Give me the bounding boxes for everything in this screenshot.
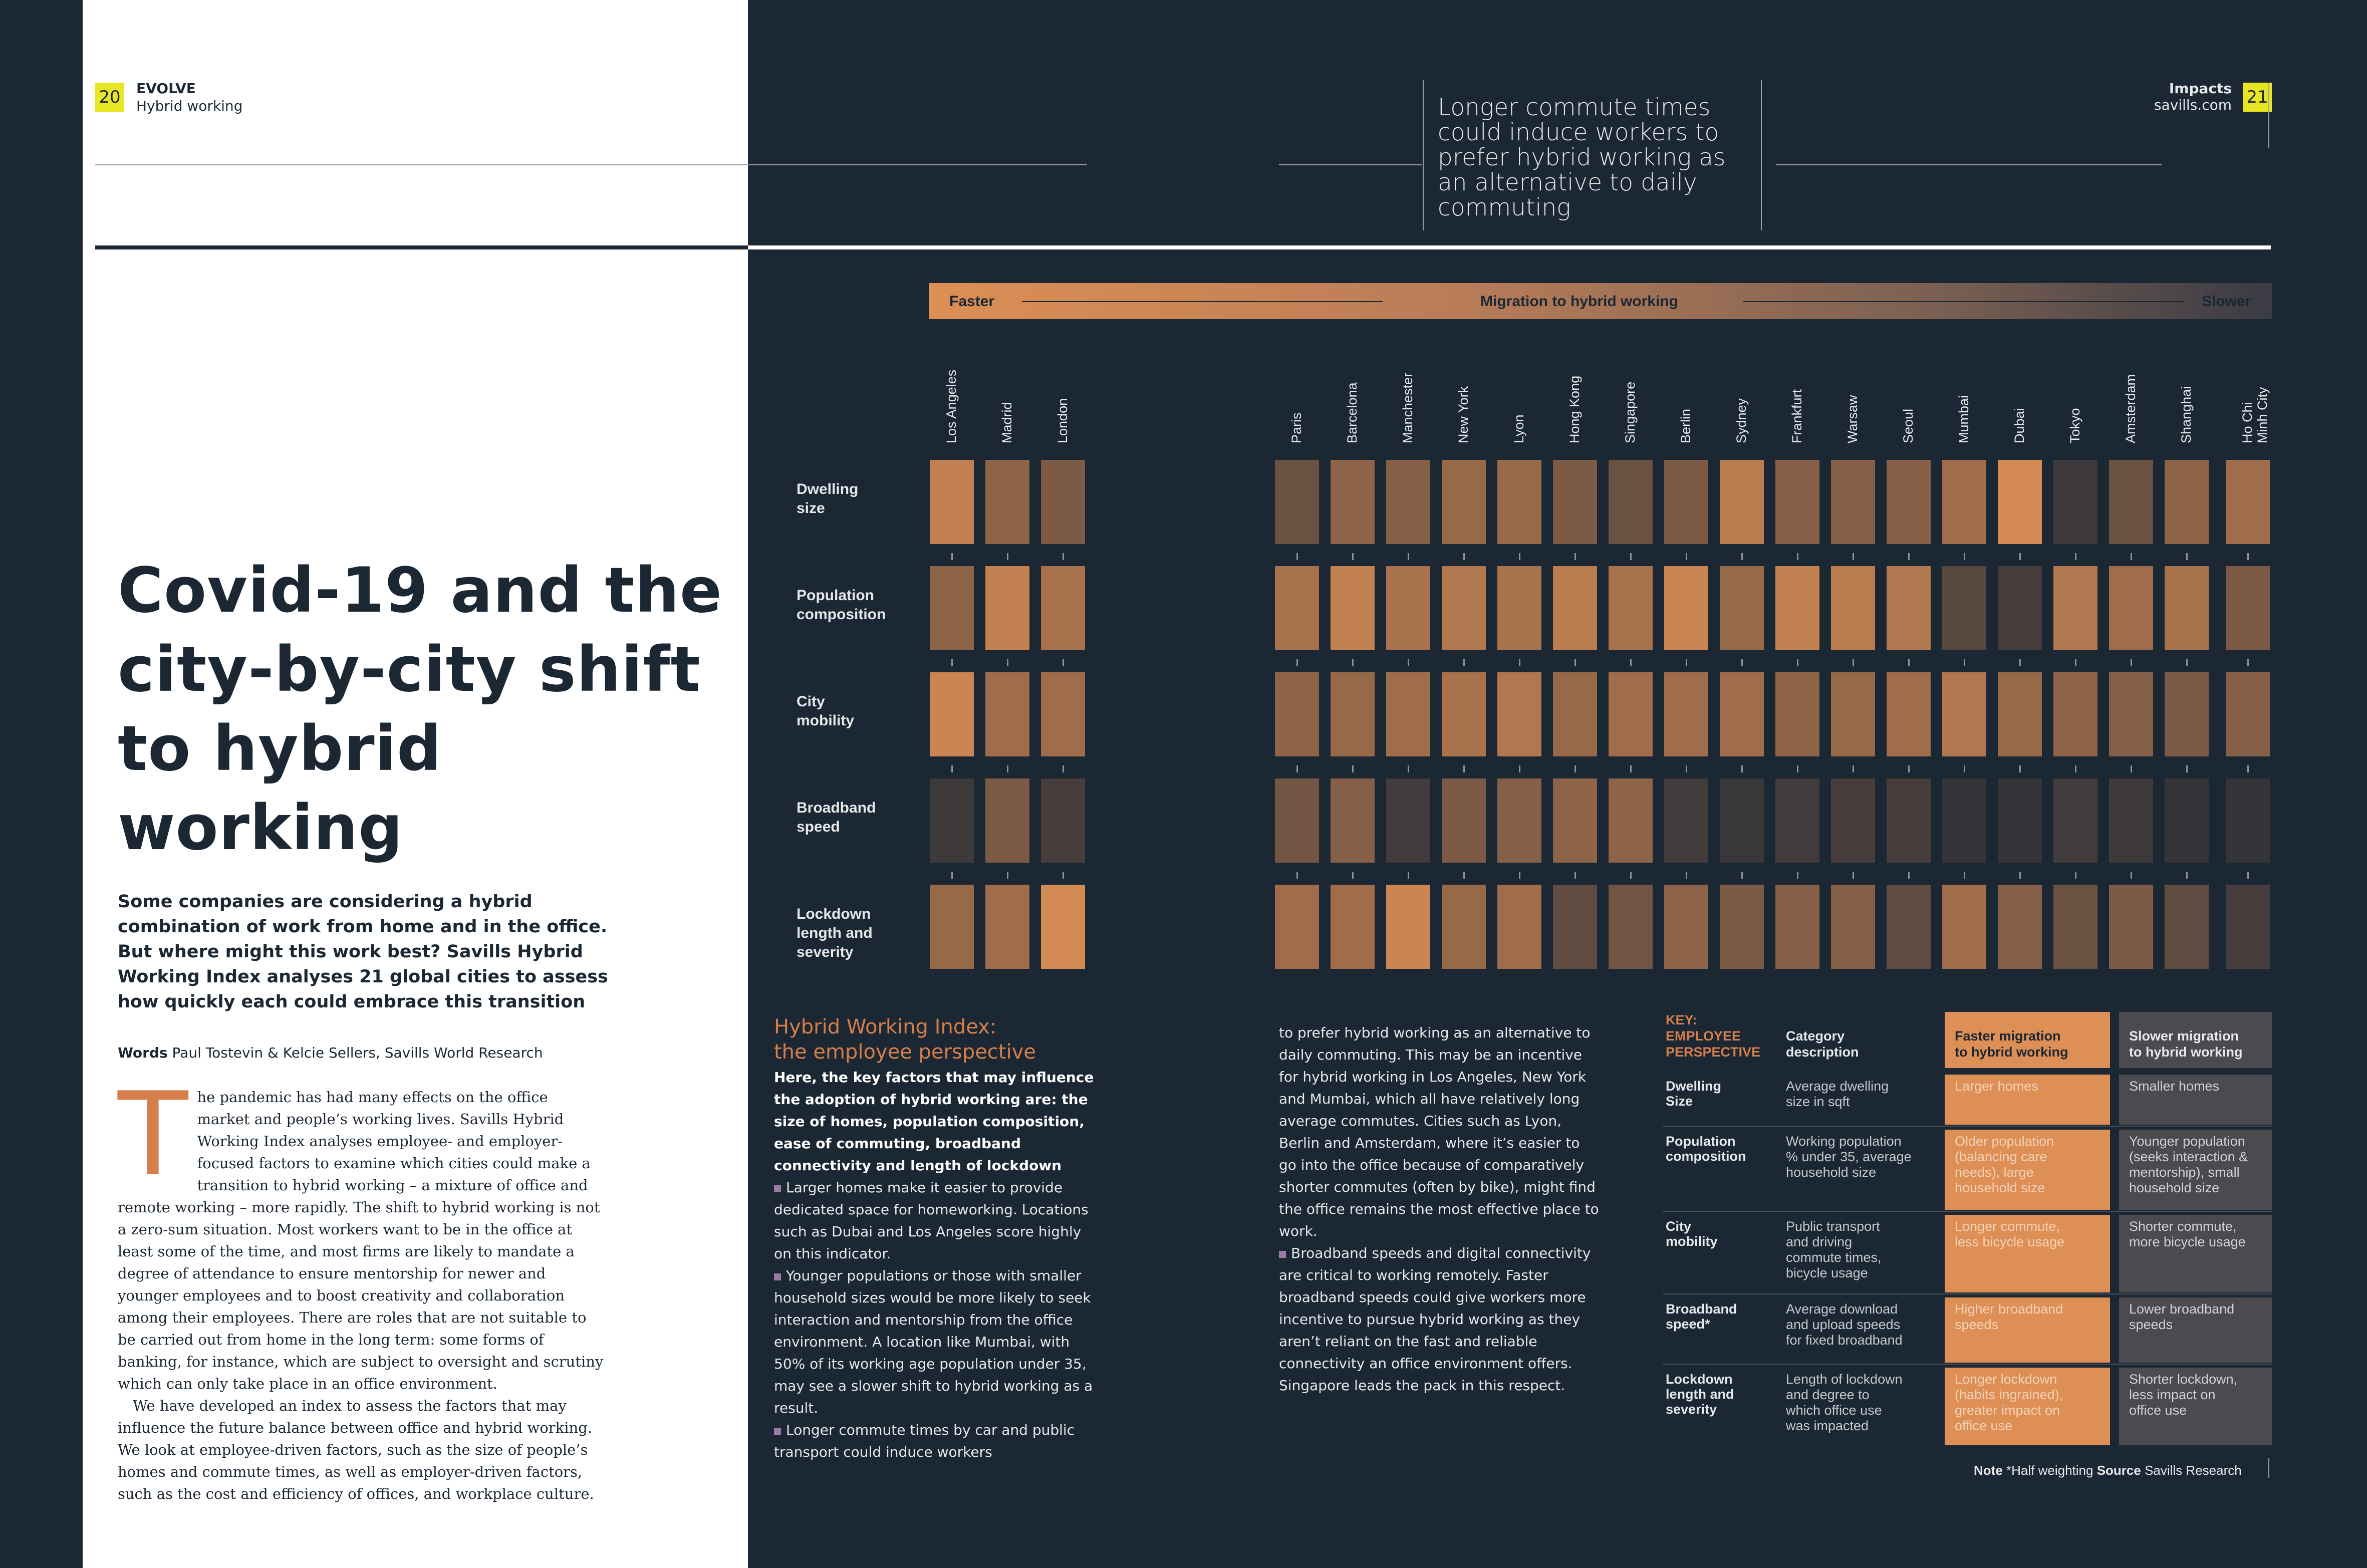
separator-tick — [1630, 872, 1632, 879]
heatmap-cell — [1041, 778, 1085, 863]
separator-tick — [1408, 659, 1409, 666]
right-page-number: 21 — [2243, 83, 2272, 112]
pull-quote-left-rule — [1423, 80, 1424, 230]
key-row-slower: Lower broadband speeds — [2119, 1297, 2272, 1363]
city-label: Berlin — [1678, 408, 1693, 443]
city-label: Barcelona — [1345, 382, 1360, 443]
heatmap-cell — [2109, 672, 2153, 756]
row-label: Dwelling size — [797, 481, 859, 516]
heatmap-cell — [2165, 885, 2209, 969]
separator-tick — [2186, 765, 2188, 772]
bullet-icon — [1279, 1251, 1286, 1258]
heatmap-cell — [2109, 460, 2153, 544]
heatmap-cell — [2109, 566, 2153, 650]
city-label: Tokyo — [2067, 408, 2082, 443]
separator-tick — [1797, 659, 1798, 666]
separator-tick — [2131, 659, 2132, 666]
right-section-name: Impacts — [2169, 80, 2232, 97]
city-label: Madrid — [999, 402, 1014, 443]
key-header-key: KEY: EMPLOYEE PERSPECTIVE — [1666, 1012, 1761, 1060]
city-label: Shanghai — [2179, 386, 2194, 443]
bullet-icon — [774, 1428, 781, 1435]
hwi-bullet-1-text: Larger homes make it easier to provide dedicated space for homeworking. Locations such as Dubai and Los Angeles score highly on this indicator. — [774, 1179, 1089, 1262]
heatmap-cell — [1553, 778, 1597, 863]
heatmap-cell — [1331, 778, 1375, 863]
separator-tick — [1519, 553, 1520, 560]
heatmap-cell — [2165, 566, 2209, 650]
separator-tick — [1853, 872, 1854, 879]
right-section — [2154, 80, 2232, 113]
separator-tick — [1741, 553, 1743, 560]
body-paragraph-1 — [118, 1068, 604, 1395]
heatmap-cell — [1497, 566, 1541, 650]
key-header-fast: Faster migration to hybrid working — [1945, 1012, 2110, 1068]
heatmap-cell — [1442, 672, 1486, 756]
heatmap-cell — [1609, 778, 1653, 863]
separator-tick — [1741, 659, 1743, 666]
pull-quote: Longer commute times could induce workers to prefer hybrid working as an alternative to daily commuting — [1438, 94, 1726, 221]
city-label: Seoul — [1901, 408, 1916, 443]
city-label: London — [1055, 398, 1070, 443]
dropcap: T — [118, 1068, 188, 1202]
separator-tick — [1007, 659, 1008, 666]
heatmap-cell — [1442, 885, 1486, 969]
separator-tick — [2019, 659, 2021, 666]
source-rule — [2268, 1458, 2269, 1478]
heatmap-cell — [1775, 778, 1819, 863]
separator-tick — [1352, 659, 1354, 666]
city-label: Los Angeles — [944, 369, 959, 443]
heatmap-cell — [2226, 566, 2270, 650]
separator-tick — [1296, 659, 1298, 666]
separator-tick — [1463, 659, 1465, 666]
heatmap-cell — [1775, 566, 1819, 650]
heatmap-cell — [1664, 460, 1708, 544]
heatmap-cell — [1609, 885, 1653, 969]
standfirst: Some companies are considering a hybrid combination of work from home and in the office. But where might this work best? Savills Hybrid Working Index analyses 21 global cities to assess how quickly each could embrace this transition — [118, 892, 608, 1012]
row-label: Population composition — [797, 587, 886, 623]
source-label: Source — [2096, 1463, 2141, 1478]
body-paragraph-1-text: he pandemic has had many effects on the office market and people’s working lives. Savills Hybrid Working Index analyses employee- and employer-focused factors to examine which cities could make a transition to hybrid working – a mixture of office and remote working – more rapidly. The shift to hybrid working is not a zero-sum situation. Most workers want to be in the office at least some of the time, and most firms are likely to mandate a degree of attendance to ensure mentorship for newer and younger employees and to boost creativity and collaboration among their employees. There are roles that are not suitable to be carried out from home in the long term: some forms of banking, for instance, which are subject to oversight and scrutiny which can only take place in an office environment. — [118, 1089, 604, 1392]
key-row-description: Average download and upload speeds for fixed broadband — [1786, 1301, 1903, 1348]
key-row-description: Length of lockdown and degree to which office use was impacted — [1786, 1372, 1903, 1433]
heatmap-cell — [1275, 566, 1319, 650]
separator-tick — [2247, 872, 2249, 879]
key-row-label: City mobility — [1666, 1219, 1718, 1249]
separator-tick — [1908, 872, 1910, 879]
separator-tick — [2019, 765, 2021, 772]
heatmap-cell — [1664, 885, 1708, 969]
row-label: Lockdown length and severity — [797, 906, 873, 960]
heatmap-cell — [1942, 460, 1986, 544]
heatmap-cell — [1775, 885, 1819, 969]
heatmap-cell — [2226, 672, 2270, 756]
separator-tick — [951, 659, 953, 666]
pull-quote-right-rule — [1761, 80, 1762, 230]
separator-tick — [1463, 765, 1465, 772]
hwi-bullet-4-text: Broadband speeds and digital connectivity are critical to working remotely. Faster broadband speeds could give workers more incentive to pursue hybrid working as they aren’t reliant on the fast and reliable connectivity an office environment offers. Singapore leads the pack in this respect. — [1279, 1245, 1591, 1394]
right-thick-rule — [748, 245, 2271, 249]
heatmap-cell — [1998, 672, 2042, 756]
separator-tick — [1296, 765, 1298, 772]
separator-tick — [1853, 553, 1854, 560]
key-row-description: Working population % under 35, average household size — [1786, 1134, 1912, 1180]
heatmap-cell — [1831, 885, 1875, 969]
separator-tick — [2247, 553, 2249, 560]
hwi-bullet-2 — [774, 1265, 1095, 1419]
separator-tick — [2075, 659, 2076, 666]
heatmap-cell — [1887, 778, 1931, 863]
heatmap-cell — [1386, 672, 1430, 756]
heatmap-cell — [985, 885, 1029, 969]
hwi-bullet-3-continued: to prefer hybrid working as an alternative to daily commuting. This may be an incentive for hybrid working in Los Angeles, New York and Mumbai, which all have relatively long average commutes. Cities such as Lyon, Berlin and Amsterdam, where it’s easier to go into the office because of comparatively shorter commutes (often by bike), might find the office remains the most effective place to work. — [1279, 1024, 1599, 1239]
key-row-slower: Younger population (seeks interaction & mentorship), small household size — [2119, 1130, 2272, 1210]
separator-tick — [1741, 765, 1743, 772]
migration-scale-bar — [929, 283, 2272, 319]
separator-tick — [1908, 765, 1910, 772]
heatmap-cell — [1386, 566, 1430, 650]
separator-tick — [1463, 553, 1465, 560]
right-section-site: savills.com — [2154, 97, 2232, 113]
separator-tick — [951, 872, 953, 879]
city-label: New York — [1456, 386, 1471, 443]
city-label: Frankfurt — [1789, 389, 1804, 443]
city-label: Sydney — [1734, 398, 1749, 443]
heatmap-cell — [985, 566, 1029, 650]
hwi-column — [774, 1014, 1095, 1463]
separator-tick — [2186, 553, 2188, 560]
key-row-slower: Shorter commute, more bicycle usage — [2119, 1215, 2272, 1292]
separator-tick — [1686, 659, 1687, 666]
heatmap-cell — [1553, 566, 1597, 650]
heatmap-cell — [1720, 566, 1764, 650]
chart-note — [1974, 1463, 2242, 1478]
heatmap-cell — [985, 460, 1029, 544]
heatmap-cell — [1998, 566, 2042, 650]
heatmap-cell — [930, 778, 974, 863]
separator-tick — [1574, 659, 1576, 666]
hwi-bullet-3 — [774, 1419, 1095, 1463]
heatmap-cell — [2226, 885, 2270, 969]
heatmap-cell — [1386, 460, 1430, 544]
heatmap-cell — [1664, 672, 1708, 756]
separator-tick — [2131, 765, 2132, 772]
heatmap-cell — [1831, 778, 1875, 863]
hwi-bullet-3-text: Longer commute times by car and public transport could induce workers — [774, 1422, 1075, 1460]
separator-tick — [2019, 872, 2021, 879]
headline: Covid-19 and the city-by-city shift to hybrid working — [118, 555, 723, 864]
hwi-bullet-1 — [774, 1177, 1095, 1265]
heatmap-cell — [1442, 566, 1486, 650]
city-label: Paris — [1289, 412, 1304, 443]
key-row-description: Public transport and driving commute times, bicycle usage — [1786, 1219, 1882, 1280]
separator-tick — [1797, 872, 1798, 879]
note-text: *Half weighting — [2006, 1463, 2093, 1478]
heatmap-cell — [1887, 566, 1931, 650]
heatmap-cell — [1998, 778, 2042, 863]
byline-authors: Paul Tostevin & Kelcie Sellers, Savills World Research — [172, 1044, 543, 1061]
heatmap-cell — [1041, 566, 1085, 650]
separator-tick — [1352, 765, 1354, 772]
heatmap-cell — [2053, 566, 2097, 650]
key-row-separator — [1663, 1364, 2272, 1365]
heatmap-cell — [1720, 885, 1764, 969]
byline-label: Words — [118, 1044, 168, 1061]
separator-tick — [1574, 765, 1576, 772]
heatmap-cell — [2226, 460, 2270, 544]
heatmap-cell — [1664, 778, 1708, 863]
heatmap-cell — [1041, 885, 1085, 969]
heatmap-cell — [2165, 778, 2209, 863]
separator-tick — [1630, 765, 1632, 772]
separator-tick — [1686, 765, 1687, 772]
migration-center-label: Migration to hybrid working — [1480, 293, 1678, 310]
separator-tick — [1908, 553, 1910, 560]
hwi-bullet-2-text: Younger populations or those with smaller household sizes would be more likely to seek interaction and mentorship from the office environment. A location like Mumbai, with 50% of its working age population under 35, may see a slower shift to hybrid working as a result. — [774, 1267, 1093, 1416]
separator-tick — [1964, 659, 1965, 666]
heatmap-cell — [1041, 460, 1085, 544]
left-header-rule — [95, 164, 1087, 165]
hwi-title-line-2: the employee perspective — [774, 1040, 1036, 1064]
left-section-name: EVOLVE — [136, 80, 196, 97]
separator-tick — [1063, 765, 1064, 772]
migration-faster-label: Faster — [949, 293, 995, 310]
bullet-icon — [774, 1185, 781, 1192]
heatmap-cell — [1609, 460, 1653, 544]
heatmap-cell — [1275, 778, 1319, 863]
separator-tick — [1296, 553, 1298, 560]
separator-tick — [2075, 553, 2076, 560]
separator-tick — [1964, 553, 1965, 560]
separator-tick — [1408, 553, 1409, 560]
separator-tick — [2247, 659, 2249, 666]
city-label: Singapore — [1623, 381, 1638, 443]
heatmap-cell — [1331, 566, 1375, 650]
key-row-label: Lockdown length and severity — [1666, 1372, 1734, 1417]
separator-tick — [1007, 872, 1008, 879]
heatmap-cell — [1386, 778, 1430, 863]
key-row-slower: Smaller homes — [2119, 1075, 2272, 1125]
heatmap-cell — [1887, 460, 1931, 544]
key-row-label: Dwelling Size — [1666, 1079, 1722, 1109]
heatmap-cell — [930, 460, 974, 544]
heatmap-cell — [1887, 885, 1931, 969]
byline — [118, 1044, 543, 1061]
key-header-category: Category description — [1786, 1028, 1859, 1060]
body-paragraph-2: We have developed an index to assess the factors that may influence the future balance between office and hybrid working. We look at employee-driven factors, such as the size of people’s homes and commute times, as well as employer-driven factors, such as the cost and efficiency of offices, and workplace culture. — [118, 1397, 594, 1502]
separator-tick — [1063, 659, 1064, 666]
key-row-faster: Higher broadband speeds — [1945, 1297, 2110, 1363]
city-label: Ho Chi Minh City — [2240, 387, 2270, 443]
separator-tick — [2186, 659, 2188, 666]
key-row-separator — [1663, 1293, 2272, 1294]
separator-tick — [1686, 872, 1687, 879]
separator-tick — [1686, 553, 1687, 560]
heatmap-cell — [2053, 672, 2097, 756]
separator-tick — [2131, 872, 2132, 879]
heatmap-cell — [2226, 778, 2270, 863]
heatmap-cell — [1998, 885, 2042, 969]
separator-tick — [1853, 765, 1854, 772]
heatmap-cell — [2053, 778, 2097, 863]
separator-tick — [2247, 765, 2249, 772]
heatmap-cell — [1275, 672, 1319, 756]
separator-tick — [1007, 765, 1008, 772]
heatmap-cell — [1331, 885, 1375, 969]
migration-slower-label: Slower — [2202, 293, 2251, 310]
heatmap-cell — [1720, 778, 1764, 863]
row-label: City mobility — [797, 693, 855, 729]
note-label: Note — [1974, 1463, 2003, 1478]
city-label: Warsaw — [1845, 395, 1860, 443]
separator-tick — [951, 765, 953, 772]
separator-tick — [2019, 553, 2021, 560]
heatmap-cell — [1442, 460, 1486, 544]
separator-tick — [1463, 872, 1465, 879]
city-label: Manchester — [1400, 372, 1415, 443]
heatmap-cell — [1609, 566, 1653, 650]
separator-tick — [1574, 553, 1576, 560]
heatmap-cell — [1775, 460, 1819, 544]
key-row-faster: Larger homes — [1945, 1075, 2110, 1125]
heatmap-cell — [1775, 672, 1819, 756]
migration-line-right — [1743, 301, 2184, 302]
heatmap-cell — [1831, 672, 1875, 756]
separator-tick — [1296, 872, 1298, 879]
separator-tick — [1352, 553, 1354, 560]
left-section-subtitle: Hybrid working — [136, 98, 243, 114]
heatmap-cell — [1942, 885, 1986, 969]
heatmap-cell — [2053, 460, 2097, 544]
heatmap-cell — [2165, 460, 2209, 544]
separator-tick — [1063, 872, 1064, 879]
separator-tick — [1408, 765, 1409, 772]
heatmap-cell — [1275, 885, 1319, 969]
separator-tick — [1964, 765, 1965, 772]
key-row-faster: Longer commute, less bicycle usage — [1945, 1215, 2110, 1292]
separator-tick — [1519, 659, 1520, 666]
separator-tick — [1519, 765, 1520, 772]
heatmap-cell — [930, 885, 974, 969]
separator-tick — [1630, 553, 1632, 560]
heatmap-cell — [1831, 566, 1875, 650]
separator-tick — [2131, 553, 2132, 560]
hwi-bullet-4 — [1279, 1242, 1600, 1397]
separator-tick — [1630, 659, 1632, 666]
separator-tick — [1797, 765, 1798, 772]
heatmap-cell — [1553, 885, 1597, 969]
heatmap-cell — [1331, 460, 1375, 544]
heatmap-cell — [1831, 460, 1875, 544]
separator-tick — [1797, 553, 1798, 560]
heatmap-cell — [1497, 778, 1541, 863]
migration-line-left — [1022, 301, 1383, 302]
heatmap-cell — [1720, 672, 1764, 756]
heatmap-cell — [930, 672, 974, 756]
key-header-slow: Slower migration to hybrid working — [2119, 1012, 2272, 1068]
heatmap-cell — [1497, 672, 1541, 756]
hwi-title-line-1: Hybrid Working Index: — [774, 1015, 997, 1038]
heatmap-cell — [2165, 672, 2209, 756]
key-row-faster: Older population (balancing care needs), large household size — [1945, 1130, 2110, 1210]
heatmap-cell — [930, 566, 974, 650]
key-row-faster: Longer lockdown (habits ingrained), greater impact on office use — [1945, 1368, 2110, 1445]
bullet-icon — [774, 1273, 781, 1280]
heatmap-cell — [985, 778, 1029, 863]
separator-tick — [1908, 659, 1910, 666]
separator-tick — [2075, 765, 2076, 772]
heatmap-cell — [1887, 672, 1931, 756]
separator-tick — [1519, 872, 1520, 879]
heatmap-cell — [1275, 460, 1319, 544]
heatmap-cell — [985, 672, 1029, 756]
left-page-number: 20 — [95, 83, 124, 112]
city-label: Dubai — [2012, 408, 2027, 443]
separator-tick — [1352, 872, 1354, 879]
heatmap-cell — [1497, 885, 1541, 969]
hwi-column-2 — [1279, 1022, 1600, 1397]
body-text — [118, 1068, 604, 1505]
city-label: Hong Kong — [1567, 375, 1582, 443]
heatmap-cell — [2053, 885, 2097, 969]
heatmap-cell — [1942, 672, 1986, 756]
left-thick-rule — [95, 245, 748, 249]
separator-tick — [1964, 872, 1965, 879]
heatmap-cell — [1553, 460, 1597, 544]
row-label: Broadband speed — [797, 800, 876, 835]
heatmap-cell — [1942, 566, 1986, 650]
heatmap-cell — [2109, 885, 2153, 969]
heatmap-cell — [2109, 778, 2153, 863]
separator-tick — [2075, 872, 2076, 879]
heatmap-cell — [1386, 885, 1430, 969]
heatmap-cell — [1720, 460, 1764, 544]
separator-tick — [951, 553, 953, 560]
separator-tick — [1574, 872, 1576, 879]
separator-tick — [1853, 659, 1854, 666]
key-row-separator — [1663, 1126, 2272, 1127]
separator-tick — [1408, 872, 1409, 879]
separator-tick — [1063, 553, 1064, 560]
heatmap-cell — [1497, 460, 1541, 544]
separator-tick — [1741, 872, 1743, 879]
heatmap-cell — [1609, 672, 1653, 756]
source-text: Savills Research — [2145, 1463, 2242, 1478]
heatmap-cell — [1442, 778, 1486, 863]
right-header-rule-1 — [1279, 164, 1422, 165]
city-label: Amsterdam — [2123, 374, 2138, 443]
key-row-slower: Shorter lockdown, less impact on office use — [2119, 1368, 2272, 1445]
hwi-lead: Here, the key factors that may influence the adoption of hybrid working are: the size of homes, population composition, ease of commuting, broadband connectivity and length of lockdown — [774, 1069, 1094, 1174]
key-row-label: Broadband speed* — [1666, 1301, 1737, 1332]
key-row-separator — [1663, 1211, 2272, 1212]
right-header-rule-2 — [1776, 164, 2162, 165]
heatmap-cell — [1998, 460, 2042, 544]
separator-tick — [1007, 553, 1008, 560]
city-label: Mumbai — [1956, 395, 1971, 443]
right-edge-rule — [2268, 83, 2269, 148]
separator-tick — [2186, 872, 2188, 879]
heatmap-cell — [1041, 672, 1085, 756]
key-row-description: Average dwelling size in sqft — [1786, 1079, 1889, 1109]
key-row-label: Population composition — [1666, 1134, 1746, 1164]
heatmap-cell — [1553, 672, 1597, 756]
heatmap-cell — [1942, 778, 1986, 863]
heatmap-cell — [1664, 566, 1708, 650]
heatmap-cell — [1331, 672, 1375, 756]
city-label: Lyon — [1511, 414, 1526, 443]
